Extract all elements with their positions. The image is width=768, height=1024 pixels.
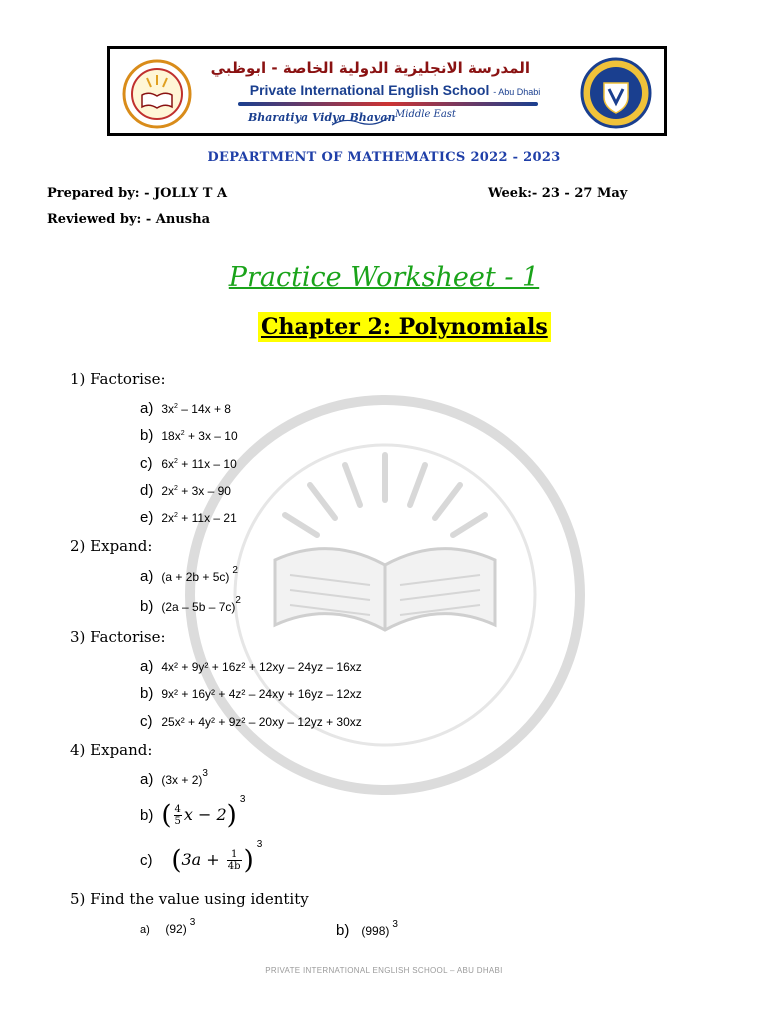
question-5-heading: 5) Find the value using identity xyxy=(70,890,309,908)
school-crest-logo xyxy=(122,59,192,129)
q4-item-c: c) (3a + $\frac{1}{4b}$ )$^3$ xyxy=(140,838,263,875)
chapter-title: Chapter 2: Polynomials xyxy=(258,312,551,342)
q5-item-b: b) (998) $^3$ xyxy=(336,919,398,939)
q4-item-a: a) $(3x + 2)^3$ xyxy=(140,768,208,788)
q2-item-b: b) (2a – 5b – 7c)$^2$ xyxy=(140,595,241,615)
q1-item-d: d) $2x^2 + 3x - 90$ xyxy=(140,482,231,499)
affiliation-text: Bharatiya Vidya Bhavan xyxy=(248,111,396,124)
region-text: Middle East xyxy=(395,109,456,120)
school-name-arabic: المدرسة الانجليزية الدولية الخاصة - ابوظبي xyxy=(210,59,530,77)
page-footer: PRIVATE INTERNATIONAL ENGLISH SCHOOL – ABU DHABI xyxy=(265,966,503,975)
question-3-heading: 3) Factorise: xyxy=(70,628,166,646)
question-4-heading: 4) Expand: xyxy=(70,741,153,759)
department-heading: DEPARTMENT OF MATHEMATICS 2022 - 2023 xyxy=(207,150,561,165)
q3-item-a: a) 4x² + 9y² + 16z² + 12xy – 24yz – 16xz xyxy=(140,658,362,675)
q1-item-c: c) $6x^2 + 11x - 10$ xyxy=(140,455,237,472)
q1-item-b: b) $18x^2 + 3x - 10$ xyxy=(140,427,238,444)
q3-item-b: b) 9x² + 16y² + 4z² – 24xy + 16yz – 12xz xyxy=(140,685,362,702)
prepared-by: Prepared by: - JOLLY T A xyxy=(47,186,228,201)
q2-item-a: a) (a + 2b + 5c) $^2$ xyxy=(140,565,238,585)
header-divider xyxy=(238,102,538,106)
q4-item-b: b) ( $\frac{4}{5}$ x − 2)$^3$ xyxy=(140,793,246,830)
swoosh-decoration xyxy=(330,115,390,129)
school-location: - Abu Dhabi xyxy=(493,87,541,97)
week-range: Week:- 23 - 27 May xyxy=(488,186,628,201)
reviewed-by: Reviewed by: - Anusha xyxy=(47,212,210,227)
bvb-shield-logo xyxy=(580,57,652,129)
q1-item-e: e) $2x^2 + 11x - 21$ xyxy=(140,509,237,526)
q5-item-a: a) (92) $^3$ xyxy=(140,917,196,936)
q3-item-c: c) 25x² + 4y² + 9z² – 20xy – 12yz + 30xz xyxy=(140,713,362,730)
school-name-en: Private International English School xyxy=(249,82,490,98)
question-2-heading: 2) Expand: xyxy=(70,537,153,555)
question-1-heading: 1) Factorise: xyxy=(70,370,166,388)
worksheet-title: Practice Worksheet - 1 xyxy=(228,262,540,293)
q1-item-a: a) $3x^2 - 14x + 8$ xyxy=(140,400,231,417)
school-name-english xyxy=(235,82,555,98)
school-header-banner xyxy=(107,46,667,136)
